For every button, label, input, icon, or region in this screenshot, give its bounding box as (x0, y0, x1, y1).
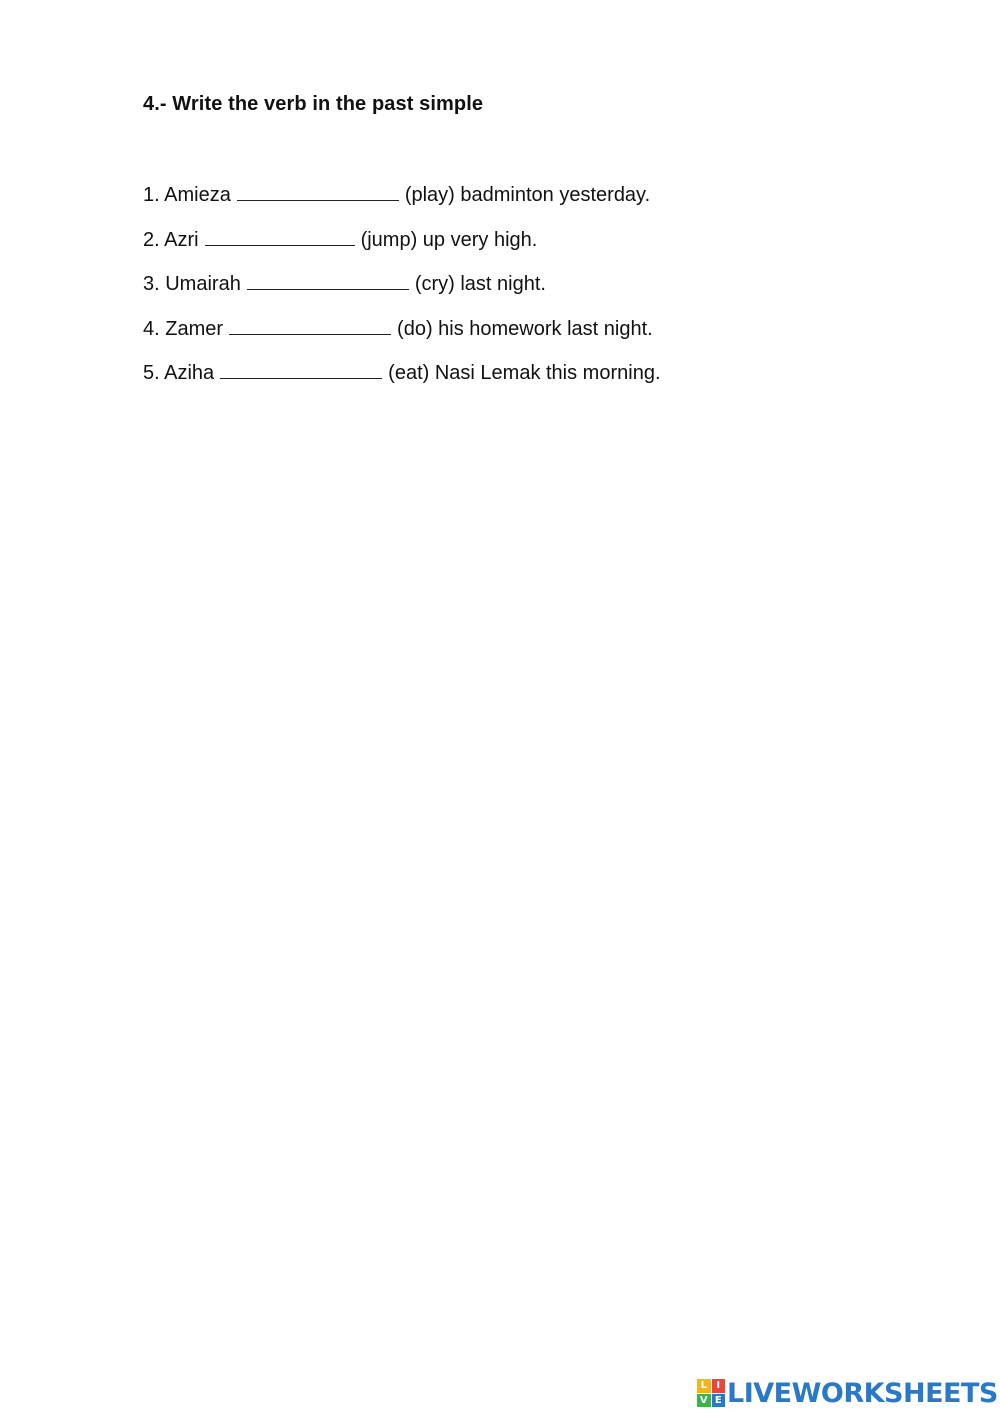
mark-cell: I (712, 1379, 726, 1393)
logo-wordmark: LIVEWORKSHEETS (727, 1377, 998, 1409)
item-prefix: 5. Aziha (143, 362, 215, 384)
answer-blank[interactable] (229, 316, 391, 335)
answer-blank[interactable] (220, 360, 382, 379)
liveworksheets-logo (697, 1378, 998, 1408)
item-suffix: (play) badminton yesterday. (404, 184, 651, 206)
item-prefix: 2. Azri (143, 228, 199, 251)
answer-blank[interactable] (237, 182, 399, 201)
item-suffix: (eat) Nasi Lemak this morning. (388, 362, 661, 384)
item-suffix: (do) his homework last night. (397, 317, 653, 340)
mark-cell: V (697, 1394, 711, 1408)
exercise-item (143, 271, 661, 316)
mark-cell: L (697, 1379, 711, 1393)
liveworksheets-mark-icon (697, 1379, 725, 1407)
item-prefix: 3. Umairah (143, 273, 241, 295)
exercise-item (143, 227, 661, 272)
item-prefix: 4. Zamer (143, 317, 224, 340)
item-suffix: (cry) last night. (414, 273, 546, 295)
exercise-item (143, 360, 661, 405)
item-prefix: 1. Amieza (143, 184, 231, 206)
answer-blank[interactable] (247, 271, 409, 290)
exercise-item (143, 182, 661, 227)
answer-blank[interactable] (205, 227, 355, 246)
exercise-list (143, 182, 661, 405)
exercise-item (143, 316, 661, 361)
exercise-heading: 4.- Write the verb in the past simple (143, 93, 484, 115)
item-suffix: (jump) up very high. (360, 228, 538, 251)
mark-cell: E (712, 1394, 726, 1408)
